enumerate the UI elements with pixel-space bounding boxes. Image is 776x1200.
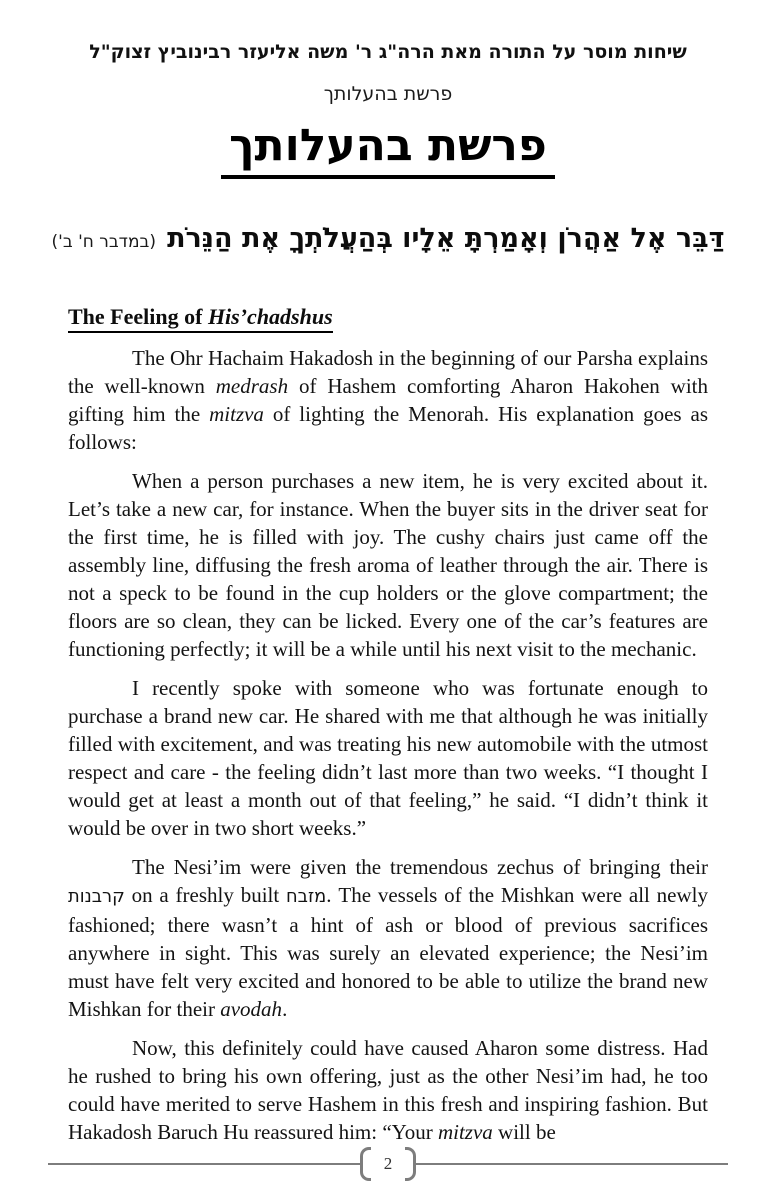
body-paragraph-4: The Nesi’im were given the tremendous zechus of bringing their קרבנות on a freshly built מזבח. The vessels of the Mishkan were all newly fashioned; there wasn’t a hint of ash or blood of previous sacrifices anywhere in sight. This was surely an elevated experience; the Nesi’im must have felt very excited and honored to be able to utilize the brand new Mishkan for their avodah. (68, 855, 708, 1022)
page-footer (0, 1145, 776, 1183)
body-column (68, 304, 708, 1146)
document-header (0, 0, 776, 106)
page-number: 2 (383, 1154, 393, 1173)
header-parsha-subtitle: פרשת בהעלותך (323, 83, 453, 105)
section-heading: The Feeling of His’chadshus (68, 304, 333, 333)
page-title: פרשת בהעלותך (221, 122, 555, 179)
page-number-bracket-left-icon (360, 1147, 371, 1181)
pasuk-line (0, 217, 776, 264)
footer-rule-right (416, 1163, 728, 1165)
body-paragraph-5: Now, this definitely could have caused Aharon some distress. Had he rushed to bring his own offering, just as the other Nesi’im had, he too could have merited to serve Hashem in this fresh and inspiring fashion. But Hakadosh Baruch Hu reassured him: “Your mitzva will be (68, 1036, 708, 1145)
body-paragraph-2: When a person purchases a new item, he is very excited about it. Let’s take a new car, for instance. When the buyer sits in the driver seat for the first time, he is filled with joy. The cushy chairs just came off the assembly line, diffusing the fresh aroma of leather through the air. There is not a speck to be found in the cup holders or the glove compartment; the floors are so clean, they can be licked. Every one of the car’s features are functioning perfectly; it will be a while until his next visit to the mechanic. (68, 469, 708, 662)
body-paragraph-3: I recently spoke with someone who was fortunate enough to purchase a brand new car. He shared with me that although he was initially filled with excitement, and was treating his new automobile with the utmost respect and care - the feeling didn’t last more than two weeks. “I thought I would get at least a month out of that feeling,” he said. “I didn’t think it would be over in two short weeks.” (68, 676, 708, 841)
footer-rule-left (48, 1163, 360, 1165)
title-row (0, 122, 776, 179)
header-series-title: שיחות מוסר על התורה מאת הרה"ג ר' משה אליעזר רבינוביץ זצוק"ל (89, 41, 687, 63)
body-paragraph-1: The Ohr Hachaim Hakadosh in the beginning of our Parsha explains the well-known medrash of Hashem comforting Aharon Hakohen with gifting him the mitzva of lighting the Menorah. His explanation goes as follows: (68, 346, 709, 455)
page-number-bracket-right-icon (405, 1147, 416, 1181)
inline-hebrew-word: קרבנות (68, 886, 125, 908)
pasuk-text: דַּבֵּר אֶל אַהֲרֹן וְאָמַרְתָּ אֵלָיו בְּהַעֲלֹתְךָ אֶת הַנֵּרֹת (167, 223, 725, 255)
inline-hebrew-word: מזבח (286, 886, 327, 908)
pasuk-citation: (במדבר ח' ב') (51, 232, 156, 253)
